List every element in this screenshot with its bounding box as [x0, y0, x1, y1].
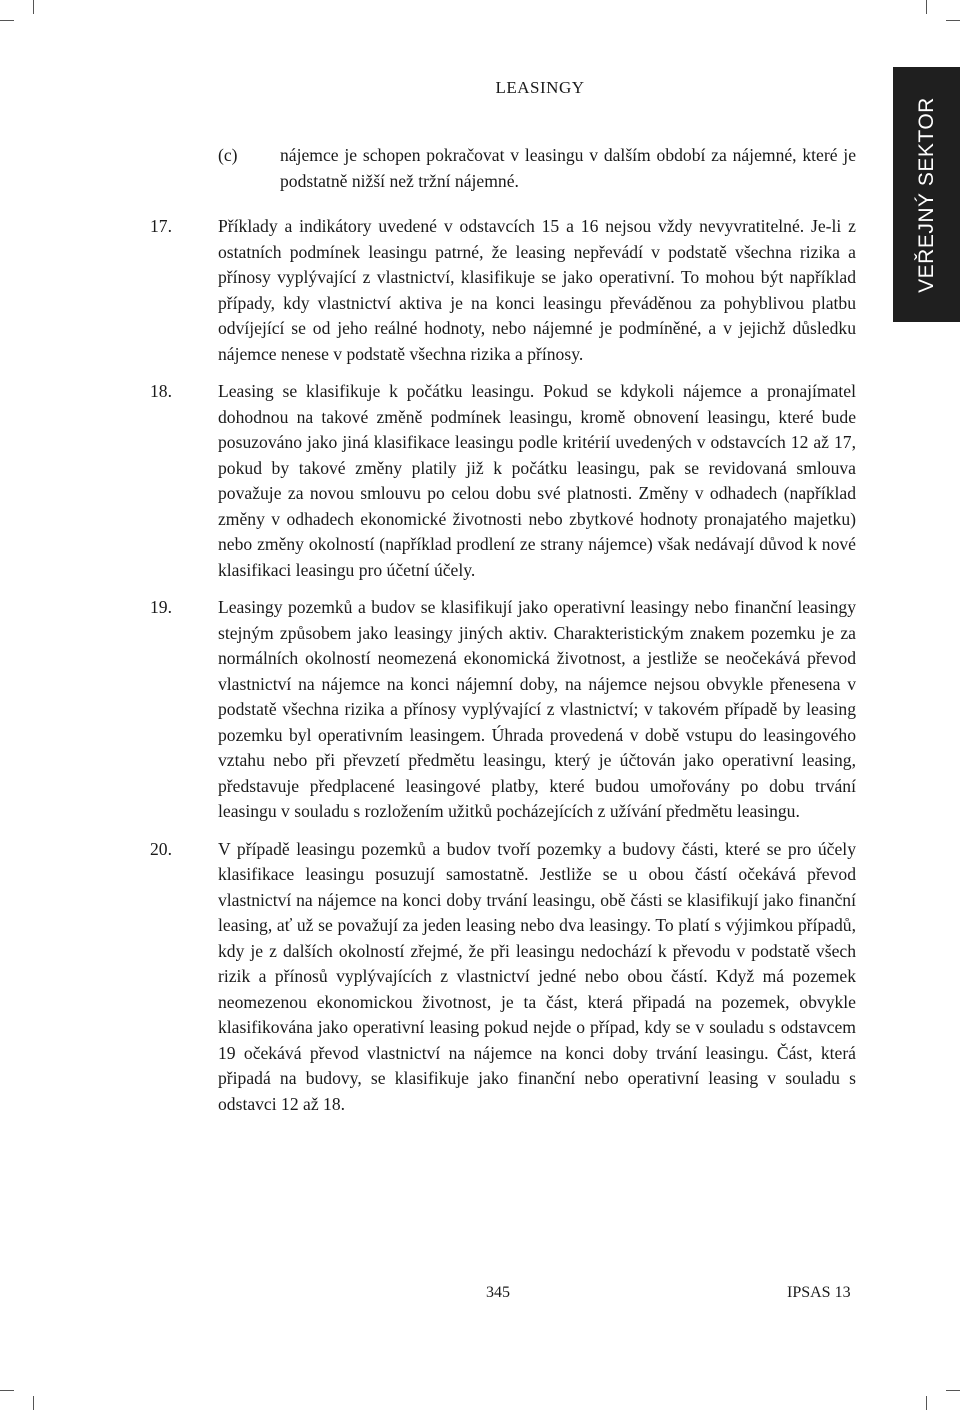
paragraph-text: Příklady a indikátory uvedené v odstavcích 15 a 16 nejsou vždy nevyvratitelné. Je-li z ostatních podmínek leasingu patrné, že leasing nepřevádí v podstatě všechna rizika a přínosy vyplývající z vlastnictví, klasifikuje se jako operativní. To mohou být například případy, kdy vlastnictví aktiva je na konci leasingu převáděnou za pohyblivou platbu odvíjející se od jeho reálné hodnoty, nebo nájemné je podmíněné, a v jejichž důsledku nájemce nenese v podstatě všechna rizika a přínosy.: [218, 216, 856, 364]
paragraph-text: V případě leasingu pozemků a budov tvoří pozemky a budovy části, které se pro účely klasifikace leasingu posuzují samostatně. Jestliže se u obou částí očekává převod vlastnictví na nájemce na konci doby trvání leasingu, obě části se klasifikují jako finanční leasing, ať už se považují za jeden leasing nebo dva leasingy. To platí s výjimkou případů, kdy je z dalších okolností zřejmé, že při leasingu nedochází k převodu v podstatě všech rizik a přínosů vyplývajících z vlastnictví jedné nebo obou částí. Když má pozemek neomezenou ekonomickou životnost, je ta část, která připadá na pozemek, obvykle klasifikována jako operativní leasing pokud nejde o případ, kdy se v souladu s odstavcem 19 očekává převod vlastnictví na nájemce na konci doby trvání leasingu. Část, která připadá na budovy, se klasifikuje jako finanční nebo operativní leasing v souladu s odstavci 12 až 18.: [218, 838, 856, 1114]
paragraph-17: [150, 214, 856, 367]
paragraph-19: [150, 595, 856, 825]
paragraph-20: [150, 837, 856, 1118]
crop-mark: [926, 0, 927, 14]
crop-mark: [0, 20, 14, 21]
item-label: (c): [218, 145, 238, 165]
paragraph-18: [150, 379, 856, 583]
list-item-c: [150, 143, 856, 194]
crop-mark: [0, 1390, 14, 1391]
document-body: [150, 143, 856, 1129]
crop-mark: [33, 1396, 34, 1410]
paragraph-number: 18.: [150, 381, 172, 401]
paragraph-number: 17.: [150, 216, 172, 236]
running-header: LEASINGY: [495, 78, 585, 97]
paragraph-text: Leasingy pozemků a budov se klasifikují jako operativní leasingy nebo finanční leasingy stejným způsobem jako leasingy jiných aktiv. Charakteristickým znakem pozemku je za normálních okolností neomezená ekonomická životnost, a jestliže se neočekává převod vlastnictví na nájemce na konci nájemní doby, na nájemce nejsou obvykle přenesena v podstatě všechna rizika a přínosy vyplývající z vlastnictví; v takovém případě by leasing pozemku byl operativním leasingem. Úhrada provedená v době vstupu do leasingového vztahu nebo při převzetí předmětu leasingu, který je účtován jako operativní leasing, představuje předplacené leasingové platby, které budou umořovány po dobu trvání leasingu v souladu s rozložením užitků pocházejících z užívání předmětu leasingu.: [218, 597, 856, 821]
standard-code: IPSAS 13: [787, 1284, 851, 1301]
crop-mark: [946, 20, 960, 21]
paragraph-text: Leasing se klasifikuje k počátku leasingu. Pokud se kdykoli nájemce a pronajímatel dohodnou na takové změně podmínek leasingu, kromě obnovení leasingu, které bude posuzováno jako jiná klasifikace leasingu podle kritérií uvedených v odstavcích 12 až 17, pokud by takové změny platily již k počátku leasingu, pak se revidovaná smlouva považuje za novou smlouvu po celou dobu své platnosti. Změny v odhadech (například změny v odhadech ekonomické životnosti nebo zbytkové hodnoty pronajatého majetku) nebo změny okolností (například prodlení ze strany nájemce) však nedávají důvod k nové klasifikaci leasingu pro účetní účely.: [218, 381, 856, 580]
section-side-tab: [893, 67, 960, 322]
crop-mark: [946, 1390, 960, 1391]
side-tab-label: VEŘEJNÝ SEKTOR: [914, 96, 938, 293]
crop-mark: [926, 1396, 927, 1410]
item-text: nájemce je schopen pokračovat v leasingu v dalším období za nájemné, které je podstatně nižší než tržní nájemné.: [280, 145, 856, 191]
page-number: 345: [486, 1284, 510, 1301]
paragraph-number: 20.: [150, 838, 172, 859]
paragraph-number: 19.: [150, 597, 172, 617]
crop-mark: [33, 0, 34, 14]
